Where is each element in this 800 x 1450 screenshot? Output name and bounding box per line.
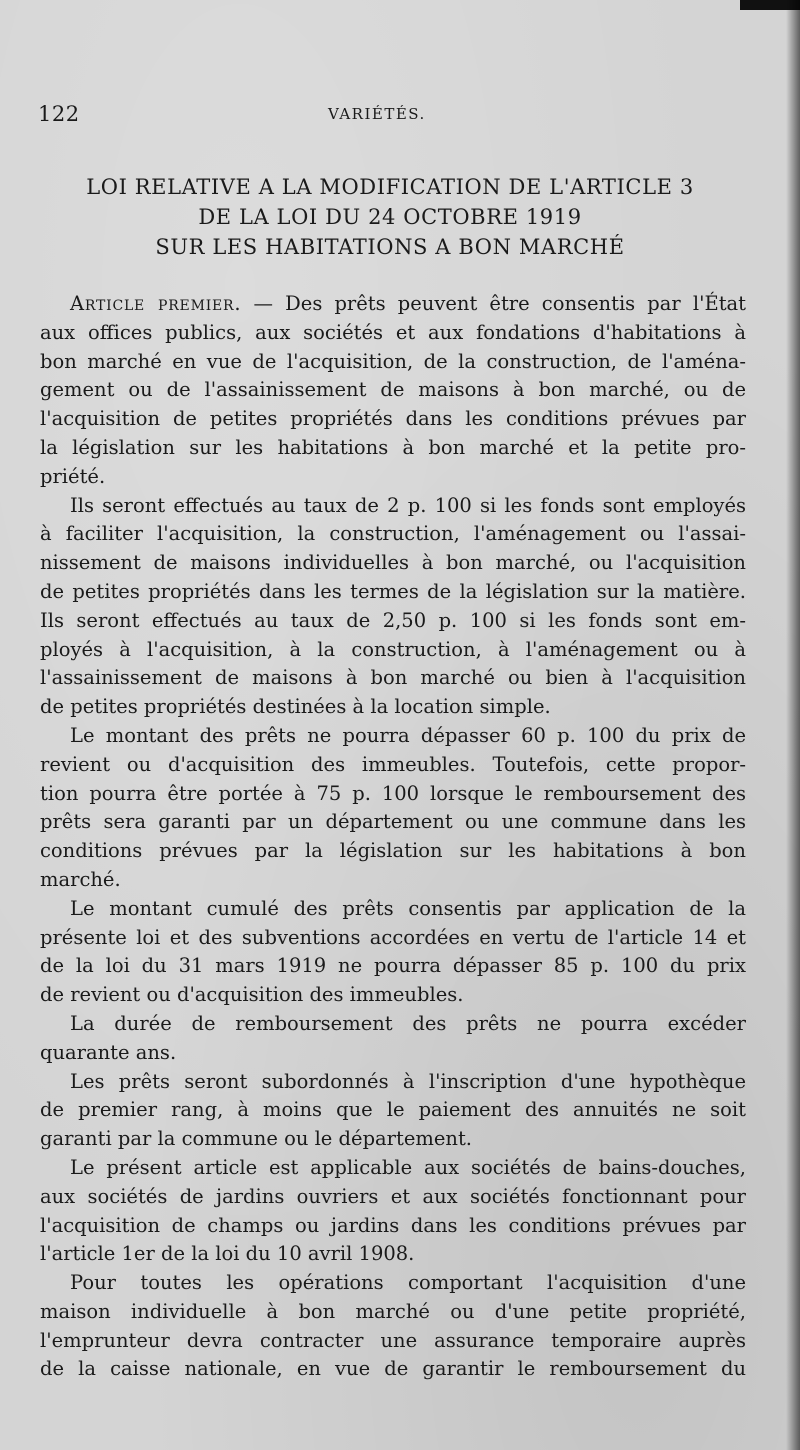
heading-line: SUR LES HABITATIONS A BON MARCHÉ [155, 235, 625, 259]
text-line: de petites propriétés dans les termes de la législation sur la matière. [40, 579, 746, 603]
text-line: ployés à l'acquisition, à la construction, à l'aménagement ou à [40, 637, 746, 661]
text-line: l'acquisition de petites propriétés dans les conditions prévues par [40, 407, 746, 431]
text-line: de la loi du 31 mars 1919 ne pourra dépasser 85 p. 100 du prix [40, 954, 746, 978]
text-line: l'emprunteur devra contracter une assurance temporaire auprès [40, 1328, 746, 1352]
text-line: garanti par la commune ou le département. [40, 1127, 472, 1151]
text-line: quarante ans. [40, 1040, 177, 1064]
running-head [38, 102, 718, 130]
text-line [40, 290, 746, 319]
running-title: VARIÉTÉS. [328, 105, 426, 123]
text-line: de la caisse nationale, en vue de garantir le remboursement du [40, 1357, 746, 1381]
text-line: la législation sur les habitations à bon marché et la petite pro- [40, 435, 746, 459]
heading-line: DE LA LOI DU 24 OCTOBRE 1919 [198, 205, 582, 229]
text-line: de premier rang, à moins que le paiement des annuités ne soit [40, 1098, 746, 1122]
text-line: Ils seront effectués au taux de 2,50 p. 100 si les fonds sont em- [40, 608, 746, 632]
text-line: conditions prévues par la législation sur les habitations à bon [40, 839, 746, 863]
text-line: Les prêts seront subordonnés à l'inscription d'une hypothèque [70, 1069, 746, 1093]
text-line: gement ou de l'assainissement de maisons à bon marché, ou de [40, 378, 746, 402]
article-body [40, 290, 746, 1384]
scan-shadow-edge [786, 0, 800, 1450]
text-line: Pour toutes les opérations comportant l'acquisition d'une [70, 1271, 746, 1295]
law-heading [40, 172, 740, 262]
text-line: Le montant cumulé des prêts consentis par application de la [70, 896, 746, 920]
text-line: La durée de remboursement des prêts ne pourra excéder [70, 1011, 746, 1035]
text-line: marché. [40, 867, 121, 891]
text-line: prêts sera garanti par un département ou une commune dans les [40, 810, 746, 834]
text-line: Le montant des prêts ne pourra dépasser 60 p. 100 du prix de [70, 723, 746, 747]
page-number: 122 [38, 102, 80, 126]
text-line: bon marché en vue de l'acquisition, de la construction, de l'aména- [40, 349, 746, 373]
text-line: l'article 1er de la loi du 10 avril 1908. [40, 1242, 415, 1266]
text-line: revient ou d'acquisition des immeubles. Toutefois, cette propor- [40, 752, 746, 776]
text-line: l'acquisition de champs ou jardins dans les conditions prévues par [40, 1213, 746, 1237]
article-label: Article premier. [70, 292, 242, 315]
text-line: nissement de maisons individuelles à bon marché, ou l'acquisition [40, 551, 746, 575]
text-line: l'assainissement de maisons à bon marché ou bien à l'acquisition [40, 666, 746, 690]
text-line: tion pourra être portée à 75 p. 100 lorsque le remboursement des [40, 781, 746, 805]
text-line: à faciliter l'acquisition, la construction, l'aménagement ou l'assai- [40, 522, 746, 546]
text-line: présente loi et des subventions accordées en vertu de l'article 14 et [40, 925, 746, 949]
text-line: de petites propriétés destinées à la location simple. [40, 695, 551, 719]
text-line: priété. [40, 464, 106, 488]
text-line: maison individuelle à bon marché ou d'une petite propriété, [40, 1299, 746, 1323]
text-line: aux offices publics, aux sociétés et aux fondations d'habitations à [40, 320, 746, 344]
article-first-line: — Des prêts peuvent être consentis par l'État [241, 292, 746, 315]
text-line: Ils seront effectués au taux de 2 p. 100 si les fonds sont employés [70, 493, 746, 517]
text-line: de revient ou d'acquisition des immeubles. [40, 983, 464, 1007]
text-line: Le présent article est applicable aux sociétés de bains-douches, [70, 1155, 746, 1179]
text-line: aux sociétés de jardins ouvriers et aux sociétés fonctionnant pour [40, 1184, 746, 1208]
heading-line: LOI RELATIVE A LA MODIFICATION DE L'ARTICLE 3 [86, 175, 694, 199]
